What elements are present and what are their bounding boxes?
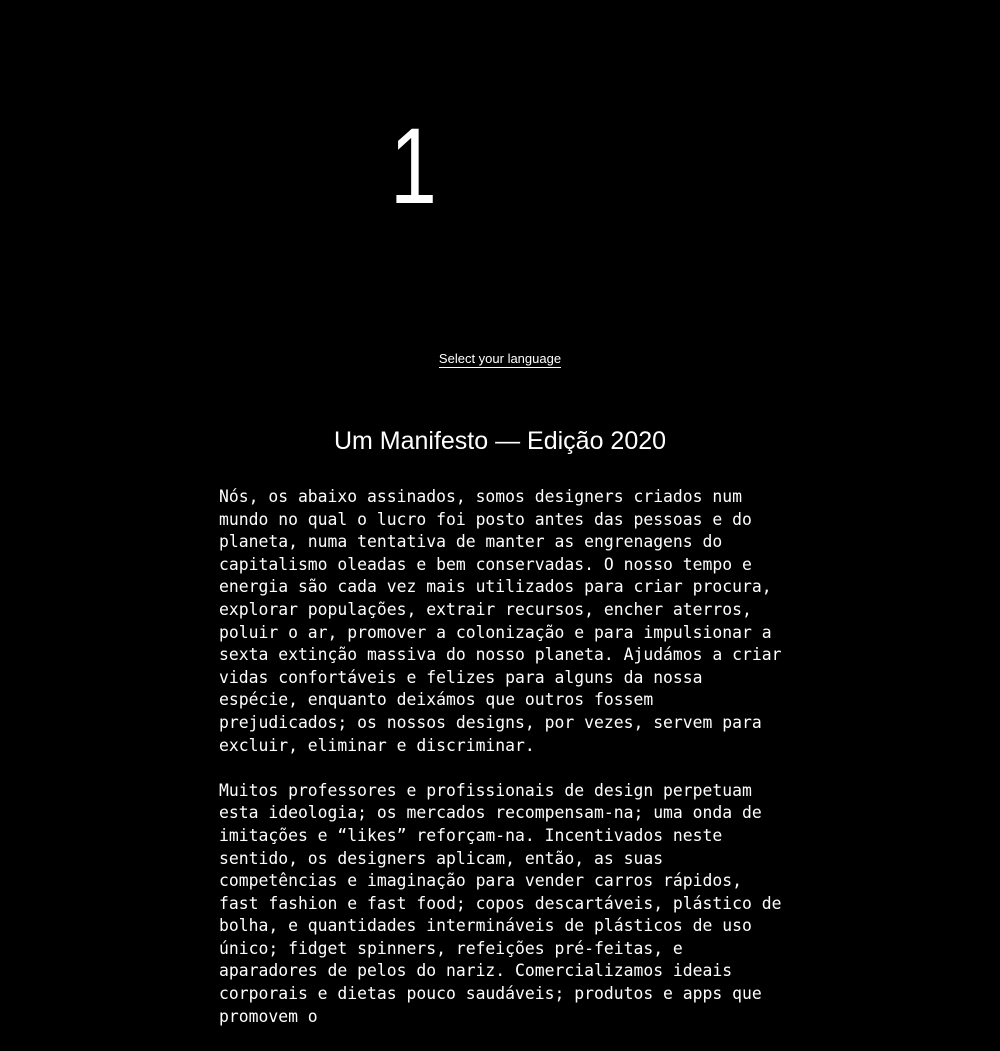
language-selector	[0, 350, 1000, 368]
manifesto-paragraph: Nós, os abaixo assinados, somos designers criados num mundo no qual o lucro foi posto antes das pessoas e do planeta, numa tentativa de manter as engrenagens do capitalismo oleadas e bem conservadas. O nosso tempo e energia são cada vez mais utilizados para criar procura, explorar populações, extrair recursos, encher aterros, poluir o ar, promover a colonização e para impulsionar a sexta extinção massiva do nosso planeta. Ajudámos a criar vidas confortáveis e felizes para alguns da nossa espécie, enquanto deixámos que outros fossem prejudicados; os nossos designs, por vezes, servem para excluir, eliminar e discriminar.	[219, 487, 782, 755]
select-language-link[interactable]: Select your language	[438, 351, 562, 366]
page-title: Um Manifesto — Edição 2020	[333, 427, 667, 455]
manifesto-paragraph: Muitos professores e profissionais de design perpetuam esta ideologia; os mercados recompensam-na; uma onda de imitações e “likes” reforçam-na. Incentivados neste sentido, os designers aplicam, então, as suas competências e imaginação para vender carros rápidos, fast fashion e fast food; copos descartáveis, plástico de bolha, e quantidades intermináveis de plásticos de uso único; fidget spinners, refeições pré-feitas, e aparadores de pelos do nariz. Comercializamos ideais corporais e dietas pouco saudáveis; produtos e apps que promovem o	[219, 780, 782, 1026]
manifesto-body	[219, 486, 785, 1051]
hero-numeral: 1	[390, 105, 436, 226]
